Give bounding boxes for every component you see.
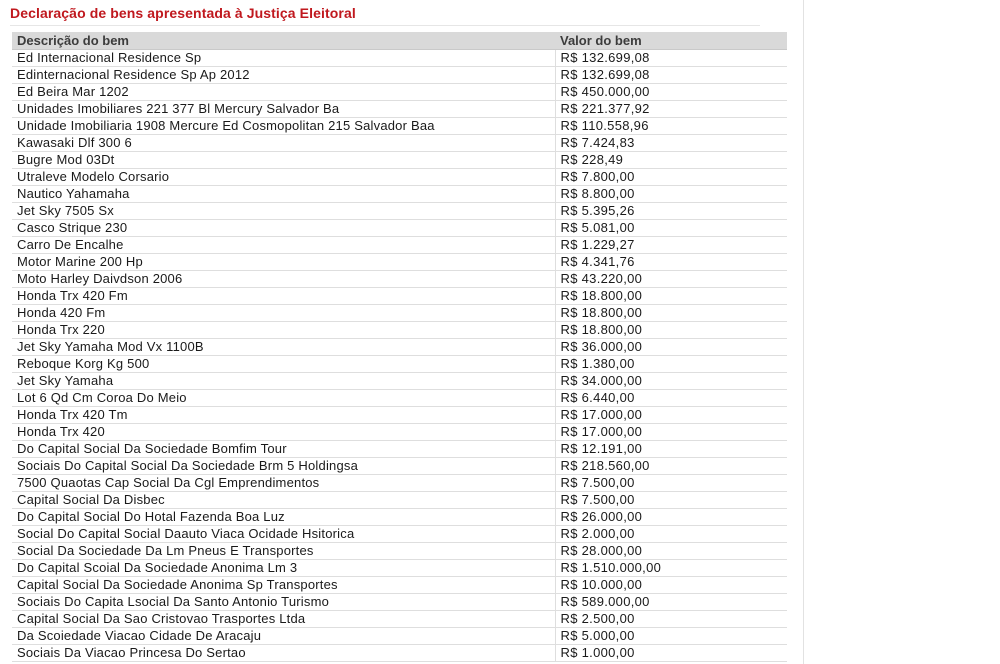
header-description: Descrição do bem [12,32,555,50]
table-row [12,186,787,203]
table-row [12,577,787,594]
asset-value: R$ 110.558,96 [555,118,787,135]
asset-value: R$ 1.380,00 [555,356,787,373]
table-row [12,441,787,458]
asset-value: R$ 12.191,00 [555,441,787,458]
asset-description: Sociais Do Capital Social Da Sociedade Brm 5 Holdingsa [12,458,555,475]
asset-description: Ed Internacional Residence Sp [12,50,555,67]
asset-value: R$ 1.000,00 [555,645,787,662]
asset-value: R$ 7.500,00 [555,475,787,492]
asset-description: Capital Social Da Disbec [12,492,555,509]
asset-description: 7500 Quaotas Cap Social Da Cgl Emprendimentos [12,475,555,492]
asset-value: R$ 36.000,00 [555,339,787,356]
asset-description: Jet Sky Yamaha Mod Vx 1100B [12,339,555,356]
asset-description: Unidades Imobiliares 221 377 Bl Mercury Salvador Ba [12,101,555,118]
asset-value: R$ 450.000,00 [555,84,787,101]
asset-value: R$ 2.500,00 [555,611,787,628]
header-value: Valor do bem [555,32,787,50]
asset-description: Ed Beira Mar 1202 [12,84,555,101]
asset-value: R$ 7.800,00 [555,169,787,186]
table-row [12,339,787,356]
asset-description: Social Do Capital Social Daauto Viaca Ocidade Hsitorica [12,526,555,543]
table-row [12,458,787,475]
asset-value: R$ 589.000,00 [555,594,787,611]
table-row [12,560,787,577]
table-row [12,101,787,118]
table-row [12,526,787,543]
table-row [12,271,787,288]
asset-description: Reboque Korg Kg 500 [12,356,555,373]
asset-value: R$ 28.000,00 [555,543,787,560]
asset-value: R$ 17.000,00 [555,424,787,441]
asset-value: R$ 2.000,00 [555,526,787,543]
asset-description: Social Da Sociedade Da Lm Pneus E Transportes [12,543,555,560]
asset-value: R$ 221.377,92 [555,101,787,118]
asset-value: R$ 18.800,00 [555,322,787,339]
table-row [12,237,787,254]
asset-description: Do Capital Scoial Da Sociedade Anonima Lm 3 [12,560,555,577]
asset-value: R$ 7.500,00 [555,492,787,509]
asset-description: Honda Trx 420 Fm [12,288,555,305]
asset-description: Jet Sky 7505 Sx [12,203,555,220]
asset-description: Honda 420 Fm [12,305,555,322]
table-row [12,628,787,645]
table-row [12,373,787,390]
asset-value: R$ 132.699,08 [555,67,787,84]
table-row [12,594,787,611]
table-row [12,305,787,322]
table-row [12,509,787,526]
table-row [12,135,787,152]
asset-value: R$ 1.510.000,00 [555,560,787,577]
table-row [12,390,787,407]
asset-description: Honda Trx 420 [12,424,555,441]
asset-description: Kawasaki Dlf 300 6 [12,135,555,152]
asset-value: R$ 1.229,27 [555,237,787,254]
asset-value: R$ 26.000,00 [555,509,787,526]
table-row [12,50,787,67]
asset-description: Do Capital Social Do Hotal Fazenda Boa Luz [12,509,555,526]
table-row [12,492,787,509]
asset-description: Edinternacional Residence Sp Ap 2012 [12,67,555,84]
title-divider [10,25,760,26]
table-row [12,118,787,135]
asset-description: Casco Strique 230 [12,220,555,237]
table-row [12,84,787,101]
asset-value: R$ 43.220,00 [555,271,787,288]
asset-value: R$ 5.081,00 [555,220,787,237]
table-row [12,220,787,237]
asset-value: R$ 8.800,00 [555,186,787,203]
table-row [12,475,787,492]
asset-description: Capital Social Da Sociedade Anonima Sp Transportes [12,577,555,594]
page-title: Declaração de bens apresentada à Justiça Eleitoral [10,5,356,21]
table-row [12,356,787,373]
table-row [12,203,787,220]
asset-description: Sociais Do Capita Lsocial Da Santo Antonio Turismo [12,594,555,611]
asset-description: Moto Harley Daivdson 2006 [12,271,555,288]
asset-value: R$ 218.560,00 [555,458,787,475]
table-row [12,152,787,169]
asset-value: R$ 132.699,08 [555,50,787,67]
asset-value: R$ 10.000,00 [555,577,787,594]
table-row [12,67,787,84]
table-row [12,254,787,271]
asset-description: Capital Social Da Sao Cristovao Trasportes Ltda [12,611,555,628]
asset-value: R$ 5.395,26 [555,203,787,220]
asset-description: Lot 6 Qd Cm Coroa Do Meio [12,390,555,407]
table-row [12,424,787,441]
asset-value: R$ 17.000,00 [555,407,787,424]
asset-description: Sociais Da Viacao Princesa Do Sertao [12,645,555,662]
table-row [12,322,787,339]
table-body [12,50,787,662]
table-row [12,407,787,424]
table-row [12,169,787,186]
asset-description: Da Scoiedade Viacao Cidade De Aracaju [12,628,555,645]
asset-value: R$ 7.424,83 [555,135,787,152]
asset-description: Do Capital Social Da Sociedade Bomfim Tour [12,441,555,458]
asset-description: Carro De Encalhe [12,237,555,254]
asset-description: Jet Sky Yamaha [12,373,555,390]
asset-value: R$ 5.000,00 [555,628,787,645]
asset-description: Honda Trx 420 Tm [12,407,555,424]
table-row [12,543,787,560]
asset-value: R$ 228,49 [555,152,787,169]
assets-table [12,32,787,662]
asset-description: Unidade Imobiliaria 1908 Mercure Ed Cosmopolitan 215 Salvador Baa [12,118,555,135]
asset-value: R$ 4.341,76 [555,254,787,271]
asset-description: Honda Trx 220 [12,322,555,339]
asset-description: Bugre Mod 03Dt [12,152,555,169]
asset-value: R$ 34.000,00 [555,373,787,390]
asset-value: R$ 6.440,00 [555,390,787,407]
table-row [12,645,787,662]
asset-description: Motor Marine 200 Hp [12,254,555,271]
asset-description: Utraleve Modelo Corsario [12,169,555,186]
table-row [12,611,787,628]
asset-value: R$ 18.800,00 [555,288,787,305]
asset-value: R$ 18.800,00 [555,305,787,322]
asset-description: Nautico Yahamaha [12,186,555,203]
table-row [12,288,787,305]
table-header-row [12,32,787,50]
